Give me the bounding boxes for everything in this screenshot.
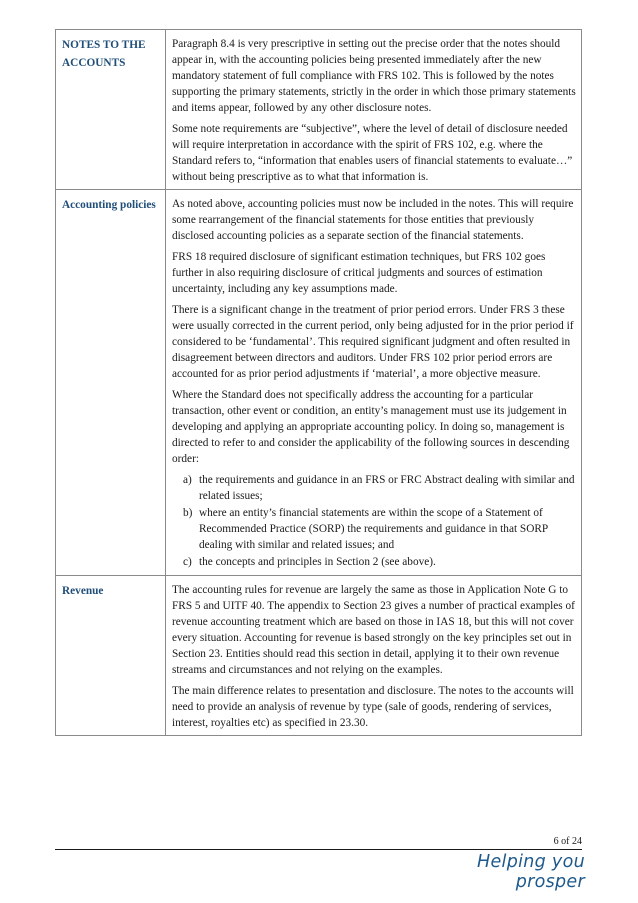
list-marker: b) [183,507,193,519]
list-marker: a) [183,474,192,486]
footer-divider [55,849,582,850]
paragraph: The accounting rules for revenue are largely the same as those in Application Note G to FRS 5 and UITF 40. The appendix to Section 23 gives a number of practical examples of revenue accounting treatment which are based on those in IAS 18, but this will not cover every situation. Accounting for revenue is based strongly on the key principles set out in Section 23. Entities should read this section in detail, applying it to their own revenue streams and circumstances and not relying on the examples. [172,584,575,676]
list-marker: c) [183,556,192,568]
row-body-notes [166,30,582,190]
list-text: the requirements and guidance in an FRS or FRC Abstract dealing with similar and related issues; [199,474,575,502]
list-item [172,505,576,553]
paragraph: FRS 18 required disclosure of significant estimation techniques, but FRS 102 goes further in also requiring disclosure of critical judgments and sources of estimation uncertainty, including any key assumptions made. [172,251,546,295]
paragraph: Some note requirements are “subjective”, where the level of detail of disclosure needed will require interpretation in accordance with the spirit of FRS 102, e.g. where the Standard refers to, “information that enables users of financial statements to evaluate…” without being prescriptive as to what that information is. [172,123,573,183]
row-heading-accounting-policies: Accounting policies [56,190,166,576]
paragraph: The main difference relates to presentation and disclosure. The notes to the accounts will need to provide an analysis of revenue by type (sale of goods, rendering of services, interest, royalties etc) as specified in 23.30. [172,685,574,729]
paragraph: Where the Standard does not specifically address the accounting for a particular transaction, other event or condition, an entity’s management must use its judgement in developing and applying an appropriate accounting policy. In doing so, management is directed to refer to and consider the applicability of the following sources in descending order: [172,389,570,465]
table-row-revenue [56,576,582,736]
row-body-revenue [166,576,582,736]
list-item [172,554,576,570]
list-item [172,472,576,504]
paragraph: There is a significant change in the treatment of prior period errors. Under FRS 3 these were usually corrected in the current period, only being adjusted for in the prior period if considered to be ‘fundamental’. This required significant judgment and often resulted in disagreement between directors and auditors. Under FRS 102 prior period errors are accounted for as prior period adjustments if ‘material’, a more objective measure. [172,304,574,380]
paragraph: Paragraph 8.4 is very prescriptive in setting out the precise order that the notes should appear in, with the accounting policies being presented immediately after the new mandatory statement of full compliance with FRS 102. This is followed by the notes supporting the primary statements, strictly in the order in which those primary statements and items appear, followed by any other disclosure notes. [172,38,576,114]
sources-list [172,472,576,570]
table-row-accounting-policies [56,190,582,576]
content-table [55,29,582,736]
table-row-notes [56,30,582,190]
footer-slogan: Helping you prosper [477,852,585,892]
list-text: the concepts and principles in Section 2 (see above). [199,556,436,568]
page-number: 6 of 24 [553,836,582,847]
row-heading-revenue: Revenue [56,576,166,736]
row-body-accounting-policies [166,190,582,576]
paragraph: As noted above, accounting policies must now be included in the notes. This will require some rearrangement of the financial statements for those entities that previously disclosed accounting policies as a separate section of the financial statements. [172,198,574,242]
list-text: where an entity’s financial statements are within the scope of a Statement of Recommended Practice (SORP) the requirements and guidance in that SORP dealing with similar and related issues; and [199,507,548,551]
row-heading-notes: NOTES TO THE ACCOUNTS [56,30,166,190]
